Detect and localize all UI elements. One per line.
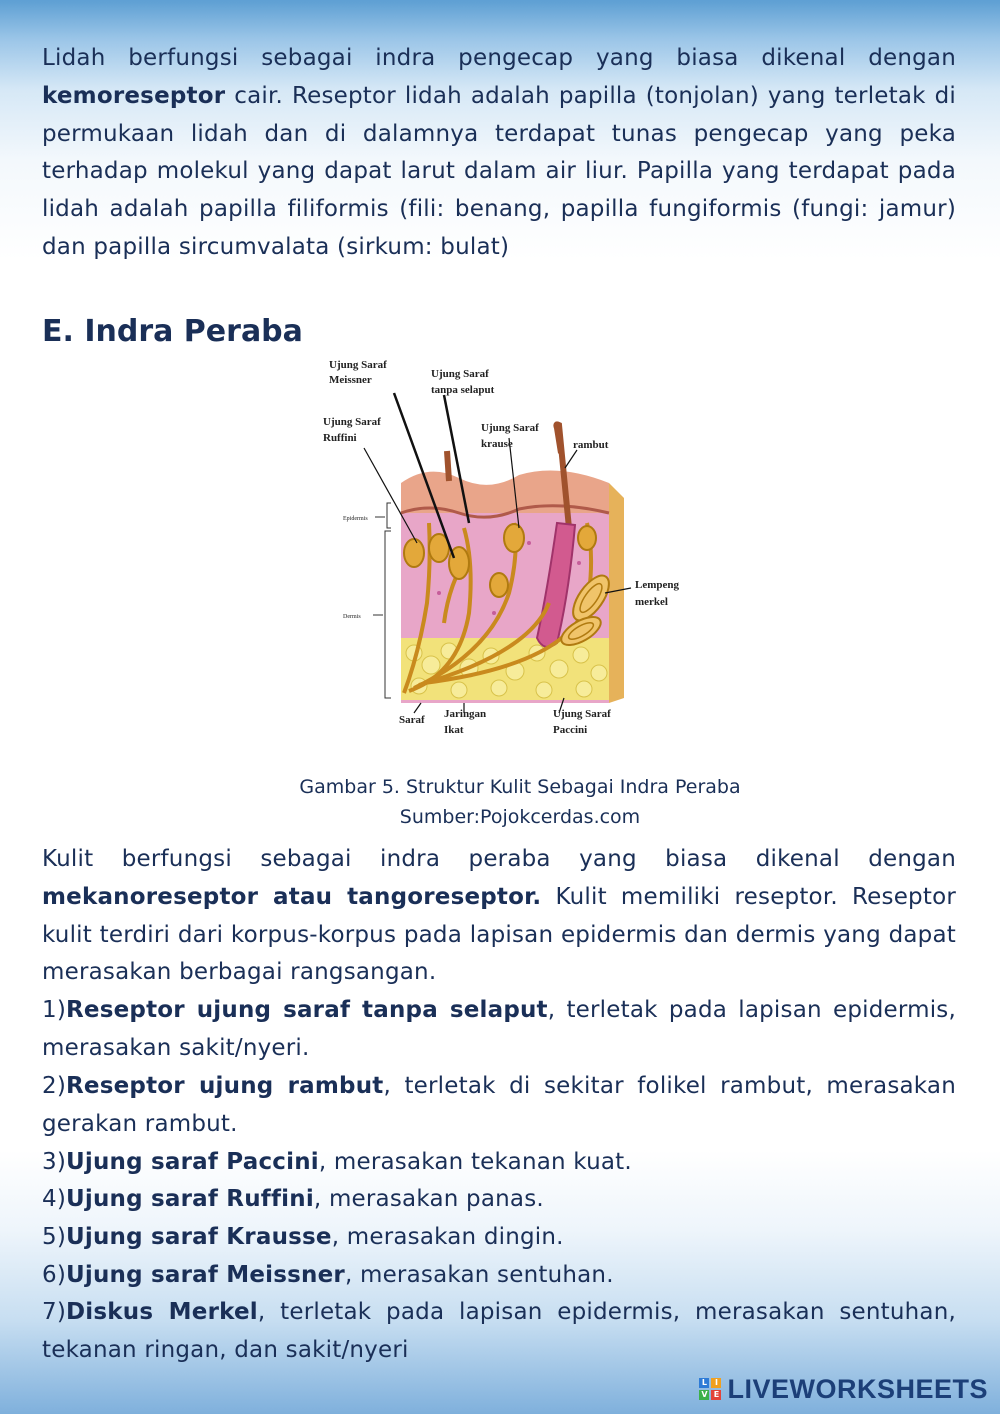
skin-structure-figure — [319, 353, 696, 736]
label-rambut: rambut — [573, 439, 609, 451]
label-jaringan-2: Ikat — [444, 724, 464, 736]
item-number: 6) — [42, 1262, 67, 1288]
label-paccini-2: Paccini — [553, 724, 588, 736]
list-item-4 — [42, 1181, 956, 1219]
label-dermis: Dermis — [343, 614, 361, 620]
item-number: 5) — [42, 1224, 67, 1250]
intro-bold: kemoreseptor — [42, 82, 226, 109]
label-tanpa-1: Ujung Saraf — [431, 368, 489, 380]
item-number: 1) — [42, 997, 67, 1023]
figure-source: Sumber:Pojokcerdas.com — [399, 806, 641, 828]
label-krause-1: Ujung Saraf — [481, 422, 539, 434]
item-term: Ujung saraf Meissner — [66, 1262, 345, 1288]
figure-caption: Gambar 5. Struktur Kulit Sebagai Indra Peraba — [299, 776, 741, 798]
layer-bracket — [373, 503, 391, 698]
label-epidermis: Epidermis — [343, 516, 368, 522]
logo-letter-i: I — [711, 1378, 721, 1388]
item-description: , terletak pada lapisan epidermis, merasakan sentuhan, tekanan ringan, dan sakit/nyeri — [42, 1299, 956, 1363]
skin-diagram — [319, 353, 696, 736]
intro-text-2: cair. Reseptor lidah adalah papilla (tonjolan) yang terletak di permukaan lidah dan di dalamnya terdapat tunas pengecap yang peka terhadap molekul yang dapat larut dalam air liur. Papilla yang terdapat pada lidah adalah papilla filiformis (fili: benang, papilla fungiformis (fungi: jamur) dan papilla sircumvalata (sirkum: bulat) — [42, 82, 956, 260]
list-item-6 — [42, 1257, 956, 1295]
liveworksheets-logo[interactable] — [699, 1371, 988, 1407]
item-term: Reseptor ujung rambut — [66, 1073, 384, 1099]
item-number: 2) — [42, 1073, 67, 1099]
skin-text-2: Kulit memiliki reseptor. Reseptor kulit terdiri dari korpus-korpus pada lapisan epidermis dan dermis yang dapat merasakan berbagai rangsangan. — [42, 883, 957, 986]
logo-letter-v: V — [701, 1390, 708, 1399]
skin-text-1: Kulit berfungsi sebagai indra peraba yang biasa dikenal dengan — [42, 846, 956, 872]
item-description: , terletak di sekitar folikel rambut, merasakan gerakan rambut. — [42, 1073, 956, 1137]
list-item-1 — [42, 992, 956, 1068]
label-krause-2: krause — [481, 438, 513, 450]
logo-letter-e: E — [711, 1390, 721, 1400]
label-meissner-1: Ujung Saraf — [329, 359, 387, 371]
label-ruffini-2: Ruffini — [323, 432, 357, 444]
item-description: , merasakan dingin. — [331, 1224, 564, 1250]
item-description: , merasakan tekanan kuat. — [318, 1149, 632, 1175]
label-saraf: Saraf — [399, 714, 425, 726]
label-merkel-2: merkel — [635, 596, 668, 608]
item-term: Diskus Merkel — [66, 1299, 258, 1325]
label-ruffini-1: Ujung Saraf — [323, 416, 381, 428]
logo-mark-icon — [699, 1378, 721, 1400]
list-item-2 — [42, 1068, 956, 1144]
list-item-3 — [42, 1144, 956, 1182]
skin-bold: mekanoreseptor atau tangoreseptor. — [42, 883, 542, 910]
item-number: 3) — [42, 1149, 67, 1175]
list-item-7 — [42, 1294, 956, 1370]
skin-paragraph — [42, 841, 956, 992]
label-tanpa-2: tanpa selaput — [431, 384, 495, 396]
item-description: , terletak pada lapisan epidermis, merasakan sakit/nyeri. — [42, 997, 956, 1061]
item-term: Ujung saraf Krausse — [66, 1224, 332, 1250]
label-jaringan-1: Jaringan — [444, 708, 487, 720]
item-term: Ujung saraf Ruffini — [66, 1186, 314, 1212]
list-item-5 — [42, 1219, 956, 1257]
block-side — [609, 483, 624, 703]
label-meissner-2: Meissner — [329, 374, 372, 386]
intro-text-1: Lidah berfungsi sebagai indra pengecap yang biasa dikenal dengan — [42, 45, 956, 71]
item-number: 4) — [42, 1186, 67, 1212]
logo-text: LIVEWORKSHEETS — [727, 1373, 988, 1404]
label-paccini-1: Ujung Saraf — [553, 708, 611, 720]
section-title: E. Indra Peraba — [42, 314, 303, 349]
logo-letter-l: L — [699, 1378, 709, 1388]
item-description: , merasakan panas. — [313, 1186, 544, 1212]
item-number: 7) — [42, 1299, 67, 1325]
label-merkel-1: Lempeng — [635, 579, 679, 591]
item-term: Reseptor ujung saraf tanpa selaput — [66, 997, 548, 1023]
item-term: Ujung saraf Paccini — [66, 1149, 319, 1175]
intro-paragraph — [42, 40, 956, 267]
item-description: , merasakan sentuhan. — [344, 1262, 614, 1288]
